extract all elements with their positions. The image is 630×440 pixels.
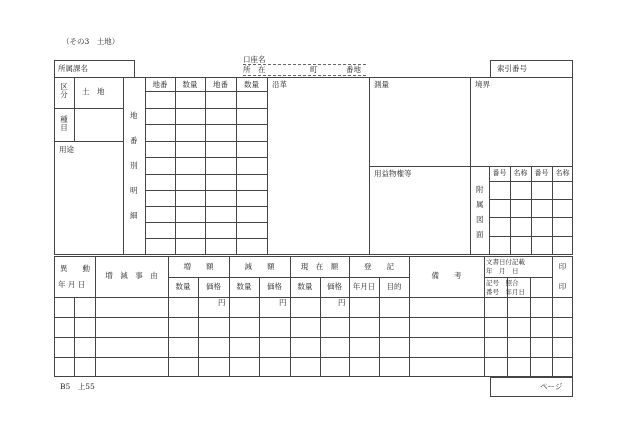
reg-date-label: 年月日 (352, 282, 376, 291)
location-label: 所 在 (243, 65, 266, 74)
inc-qty-label: 数量 (175, 282, 191, 291)
category-label: 区分 (60, 82, 68, 99)
lot-number-label: 番地 (346, 65, 361, 74)
survey-label: 測量 (374, 80, 389, 89)
page-label: ページ (540, 382, 563, 391)
boundary-label: 境界 (475, 80, 490, 89)
change-date-label: 年 月 日 (58, 280, 86, 289)
attached-char-4: 面 (476, 230, 484, 239)
index-label: 索引番号 (497, 64, 527, 73)
lot-col-header-2: 数量 (182, 80, 198, 89)
document-date-label: 文書日付記載 (486, 258, 525, 266)
current-amount-label: 現 在 額 (300, 262, 339, 271)
decrease-label: 減 額 (244, 262, 275, 271)
usufruct-label: 用益物権等 (374, 169, 412, 178)
lot-detail-char-2: 番 (130, 136, 138, 145)
location-line (243, 75, 366, 76)
dec-yen-unit: 円 (279, 298, 287, 307)
increase-label: 増 額 (183, 262, 214, 271)
change-label: 異 動 (60, 264, 90, 273)
reason-label: 増 減 事 由 (105, 271, 158, 280)
lot-detail-char-3: 別 (130, 161, 138, 170)
attached-col-4: 名称 (555, 169, 570, 177)
attached-col-2: 名称 (513, 169, 528, 177)
town-label: 町 (310, 65, 318, 74)
lot-col-header-1: 地番 (152, 80, 168, 89)
document-ymd-label: 年 月 日 (486, 267, 519, 275)
lot-detail-char-1: 地 (130, 111, 138, 120)
land-label: 土 地 (82, 87, 105, 96)
sheet-title: （その3 土地） (62, 37, 120, 46)
inc-yen-unit: 円 (218, 298, 226, 307)
seal-label-1: 印 (558, 262, 567, 271)
cur-price-label: 価格 (327, 282, 342, 291)
number-ymd-label: 番号 年月日 (486, 288, 525, 296)
lot-detail-char-4: 明 (130, 186, 138, 195)
dec-price-label: 価格 (267, 282, 282, 291)
remarks-label: 備 考 (431, 271, 462, 280)
seal-label-2: 印 (558, 282, 567, 291)
registration-label: 登 記 (364, 262, 394, 271)
attached-col-3: 番号 (534, 169, 549, 177)
form-code: B5 上55 (60, 382, 95, 391)
history-label: 沿革 (272, 80, 287, 89)
lot-col-header-4: 数量 (244, 80, 259, 89)
usage-label: 用途 (59, 145, 74, 154)
reg-purpose-label: 目的 (386, 282, 402, 291)
inc-price-label: 価格 (206, 282, 221, 291)
attached-char-3: 図 (476, 215, 484, 224)
department-label: 所属課名 (58, 64, 88, 73)
cur-yen-unit: 円 (338, 298, 346, 307)
lot-col-header-3: 地番 (213, 80, 228, 89)
attached-char-1: 附 (476, 185, 484, 194)
type-label: 種目 (60, 115, 68, 132)
attached-char-2: 属 (476, 200, 484, 209)
lot-detail-char-5: 細 (130, 211, 138, 220)
attached-col-1: 番号 (492, 169, 507, 177)
symbol-check-label: 記号 照合 (486, 279, 519, 287)
dec-qty-label: 数量 (236, 282, 252, 291)
account-name-label: 口座名 (243, 55, 266, 64)
account-name-line (243, 64, 366, 65)
cur-qty-label: 数量 (297, 282, 313, 291)
